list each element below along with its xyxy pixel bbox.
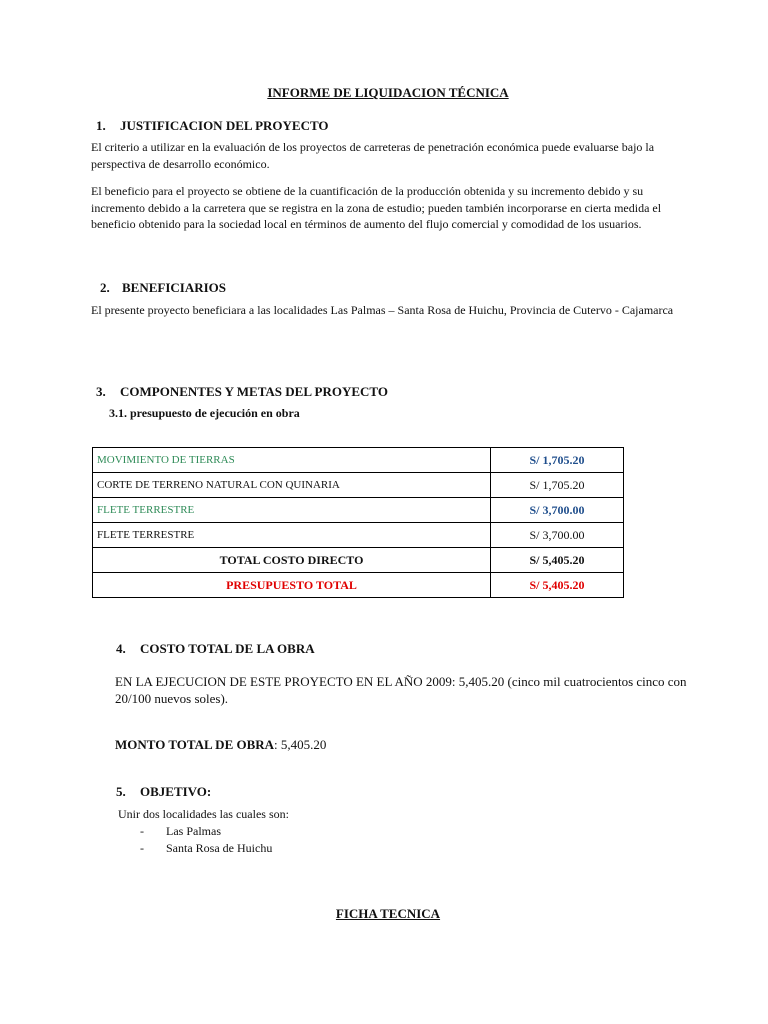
ficha-tecnica-title: FICHA TECNICA [335,906,441,921]
section-1-title: JUSTIFICACION DEL PROYECTO [120,118,329,133]
row-label: CORTE DE TERRENO NATURAL CON QUINARIA [93,473,491,498]
row-label: MOVIMIENTO DE TIERRAS [93,448,491,473]
monto-total-value: : 5,405.20 [274,737,327,752]
budget-table [92,447,624,598]
section-2-heading [100,280,226,296]
section-3-number: 3. [96,384,106,399]
list-item-label: Santa Rosa de Huichu [166,841,273,855]
row-amount: S/ 1,705.20 [491,448,624,473]
section-5-title: OBJETIVO: [140,784,212,799]
table-row [93,548,624,573]
section-2-paragraph: El presente proyecto beneficiara a las localidades Las Palmas – Santa Rosa de Huichu, Provincia de Cutervo - Cajamarca [91,303,674,317]
section-4-number: 4. [116,641,126,656]
document-title: INFORME DE LIQUIDACION TÉCNICA [267,85,509,100]
section-1-paragraph-2: El beneficio para el proyecto se obtiene de la cuantificación de la producción obtenida y su incremento debido y su incremento debido a la carretera que se registra en la zona de estudio; pueden también incorporarse en cierta medida el beneficio obtenido para la sociedad local en términos de aumento del flujo comercial y comodidad de los usuarios. [91,184,662,231]
list-item [140,823,221,840]
monto-total-label: MONTO TOTAL DE OBRA [115,737,275,752]
section-1-heading [96,118,329,134]
section-4-paragraph: EN LA EJECUCION DE ESTE PROYECTO EN EL AÑO 2009: 5,405.20 (cinco mil cuatrocientos cinco con 20/100 nuevos soles). [115,674,687,706]
section-3-1-subheading: 3.1. presupuesto de ejecución en obra [109,406,300,420]
row-amount: S/ 1,705.20 [491,473,624,498]
list-item-label: Las Palmas [166,824,221,838]
section-3-heading [96,384,388,400]
bullet-dash: - [140,841,144,855]
table-row [93,473,624,498]
row-label: TOTAL COSTO DIRECTO [93,548,491,573]
table-row [93,523,624,548]
row-amount: S/ 3,700.00 [491,498,624,523]
section-1-paragraph-1: El criterio a utilizar en la evaluación de los proyectos de carreteras de penetración económica puede evaluarse bajo la perspectiva de desarrollo económico. [91,140,655,171]
bullet-dash: - [140,824,144,838]
section-2-title: BENEFICIARIOS [122,280,227,295]
objective-intro: Unir dos localidades las cuales son: [118,807,289,821]
section-2-number: 2. [100,280,110,295]
section-4-title: COSTO TOTAL DE LA OBRA [140,641,315,656]
row-amount: S/ 5,405.20 [491,573,624,598]
monto-total-line [115,736,326,753]
section-5-heading [116,784,211,800]
section-3-title: COMPONENTES Y METAS DEL PROYECTO [120,384,388,399]
row-amount: S/ 5,405.20 [491,548,624,573]
list-item [140,840,272,857]
table-row [93,498,624,523]
section-5-number: 5. [116,784,126,799]
row-label: FLETE TERRESTRE [93,523,491,548]
table-row [93,448,624,473]
row-label: FLETE TERRESTRE [93,498,491,523]
section-4-heading [116,641,315,657]
table-row [93,573,624,598]
row-label: PRESUPUESTO TOTAL [93,573,491,598]
row-amount: S/ 3,700.00 [491,523,624,548]
section-1-number: 1. [96,118,106,133]
